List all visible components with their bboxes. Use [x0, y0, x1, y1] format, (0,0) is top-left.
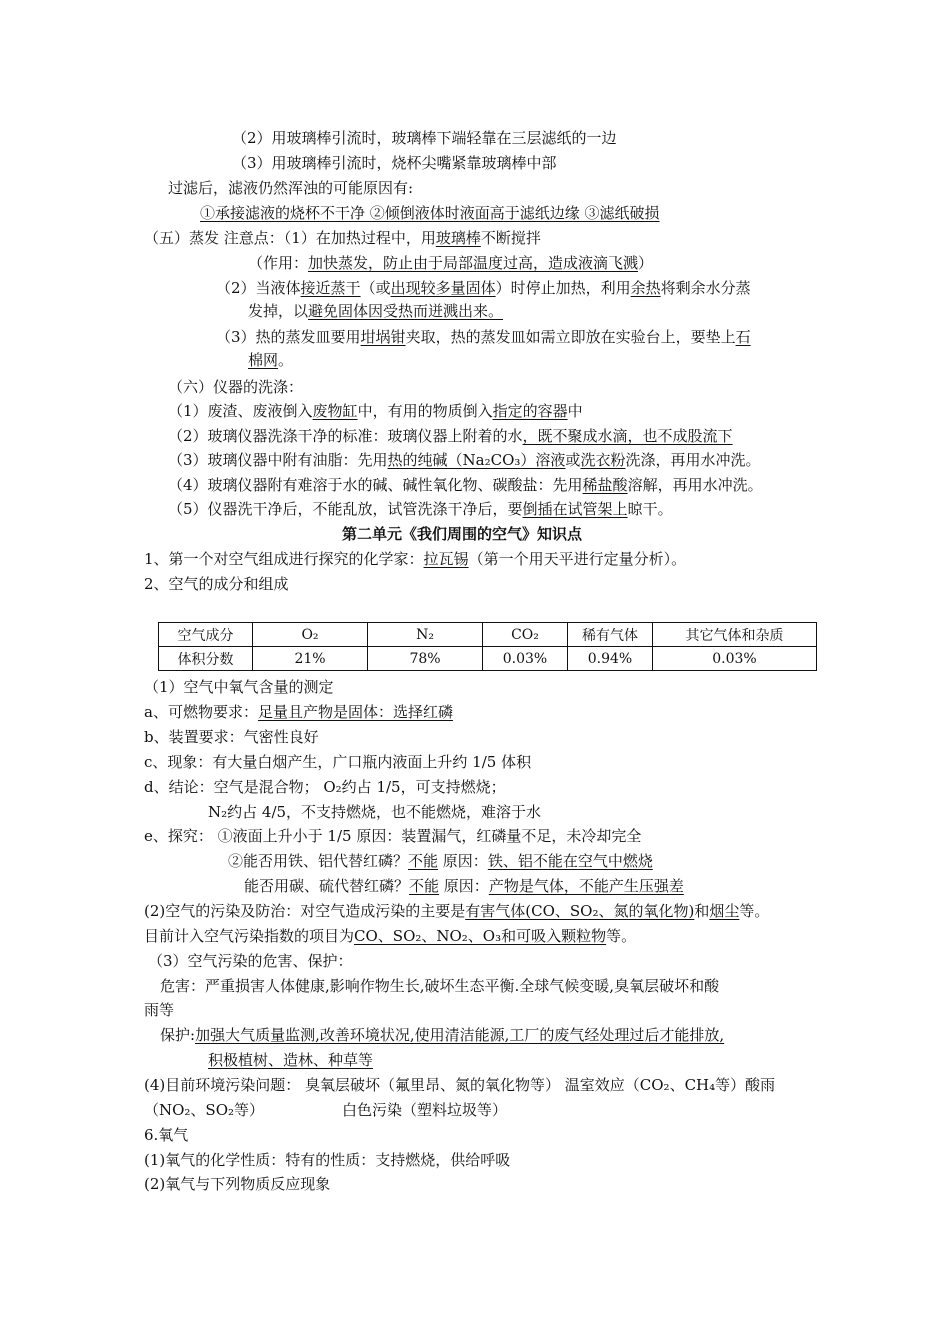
filter-note-2: （2）用玻璃棒引流时，玻璃棒下端轻靠在三层滤纸的一边 [232, 129, 617, 147]
washing-4 [168, 475, 763, 495]
washing-3 [168, 450, 760, 470]
pollution-harm-heading: （3）空气污染的危害、保护： [148, 952, 353, 970]
text: （5）仪器洗干净后，不能乱放，试管洗涤干净后，要 [168, 500, 523, 518]
table-cell: 体积分数 [159, 647, 253, 671]
turbid-reasons: ①承接滤液的烧杯不干净 ②倾倒液体时液面高于滤纸边缘 ③滤纸破损 [200, 204, 660, 222]
point-2: 2、空气的成分和组成 [144, 575, 289, 593]
evaporation-note-2-cont [248, 301, 503, 321]
table-cell: CO₂ [483, 623, 568, 647]
table-cell: 空气成分 [159, 623, 253, 647]
table-cell: 0.03% [653, 647, 817, 671]
pollution-protection [160, 1025, 724, 1045]
evaporation-purpose [248, 253, 653, 273]
air-composition-table [158, 622, 817, 671]
answer: ，既不聚成水滴，也不成股流下 [522, 427, 733, 445]
text: 或 [565, 451, 581, 469]
text: （2）当液体 [216, 279, 301, 297]
text: （或 [360, 279, 391, 297]
answer: 废物缸 [312, 402, 358, 420]
text: （4）玻璃仪器附有难溶于水的碱、碱性氧化物、碳酸盐：先用 [168, 476, 583, 494]
text: 溶解，再用水冲洗。 [627, 476, 763, 494]
text: （五）蒸发 注意点：（1）在加热过程中，用 [144, 229, 436, 247]
table-cell: 78% [368, 647, 483, 671]
text: 将剩余水分蒸 [660, 279, 751, 297]
table-cell: N₂ [368, 623, 483, 647]
answer: 有害气体(CO、SO₂、氮的氧化物) [465, 902, 695, 920]
turbid-reasons-intro: 过滤后，滤液仍然浑浊的可能原因有: [168, 179, 414, 197]
washing-5 [168, 499, 673, 519]
answer: 稀盐酸 [582, 476, 628, 494]
pollution-harm: 危害：严重损害人体健康,影响作物生长,破坏生态平衡.全球气候变暖,臭氧层破坏和酸 [160, 977, 720, 995]
answer: 不能 [409, 877, 440, 895]
answer: 坩埚钳 [360, 328, 406, 346]
table-cell: 其它气体和杂质 [653, 623, 817, 647]
item-e-3 [244, 876, 684, 896]
unit-heading: 第二单元《我们周围的空气》知识点 [342, 525, 583, 543]
answer: 出现较多量固体 [390, 279, 496, 297]
item-d-cont: N₂约占 4/5，不支持燃烧，也不能燃烧，难溶于水 [208, 803, 542, 821]
text: 发掉，以 [248, 302, 309, 320]
table-cell: 21% [253, 647, 368, 671]
text: ）时停止加热，利用 [495, 279, 631, 297]
washing-1 [168, 401, 583, 421]
evaporation-note-3 [216, 327, 751, 347]
text: 目前计入空气污染指数的项目为 [144, 927, 355, 945]
answer: 避免固体因受热而迸溅出来。 [308, 302, 504, 320]
text: 不断搅拌 [480, 229, 541, 247]
text: 保护: [160, 1026, 196, 1044]
item-d: d、结论：空气是混合物； O₂约占 1/5，可支持燃烧； [144, 778, 506, 796]
answer: 倒插在试管架上 [522, 500, 628, 518]
pollution-harm-cont: 雨等 [144, 1001, 175, 1019]
answer: 余热 [630, 279, 661, 297]
pollution-index [144, 926, 636, 946]
item-e: e、探究： ①液面上升小于 1/5 原因：装置漏气，红磷量不足，未冷却完全 [144, 827, 642, 845]
text: （1）废渣、废液倒入 [168, 402, 313, 420]
oxygen-reactions: (2)氧气与下列物质反应现象 [144, 1175, 331, 1193]
text: （3）玻璃仪器中附有油脂：先用 [168, 451, 388, 469]
text: ） [638, 254, 654, 272]
washing-heading: （六）仪器的洗涤： [168, 378, 304, 396]
oxygen-measure-heading: （1）空气中氧气含量的测定 [144, 678, 334, 696]
answer: 拉瓦锡 [423, 550, 469, 568]
answer: 接近蒸干 [300, 279, 361, 297]
text: （第一个用天平进行定量分析）。 [468, 550, 687, 568]
text: 晾干。 [627, 500, 673, 518]
answer: 烟尘 [709, 902, 740, 920]
washing-2 [168, 426, 733, 446]
answer: 加快蒸发，防止由于局部温度过高，造成液滴飞溅 [308, 254, 639, 272]
answer: 加强大气质量监测,改善环境状况,使用清洁能源,工厂的废气经处理过后才能排放, [195, 1026, 725, 1044]
text: a、可燃物要求： [144, 703, 258, 721]
text: 等。 [606, 927, 637, 945]
text: 能否用碳、硫代替红磷？ [244, 877, 410, 895]
table-cell: O₂ [253, 623, 368, 647]
text: 1、第一个对空气组成进行探究的化学家： [144, 550, 424, 568]
table-cell: 0.03% [483, 647, 568, 671]
text: （NO₂、SO₂等） [144, 1101, 265, 1119]
text: 夹取，热的蒸发皿如需立即放在实验台上，要垫上 [405, 328, 736, 346]
item-e-2 [228, 851, 653, 871]
item-c: c、现象：有大量白烟产生，广口瓶内液面上升约 1/5 体积 [144, 753, 532, 771]
oxygen-properties: (1)氧气的化学性质：特有的性质：支持燃烧，供给呼吸 [144, 1151, 511, 1169]
text: 原因： [439, 877, 489, 895]
answer: 产物是气体，不能产生压强差 [488, 877, 684, 895]
answer: 热的纯碱（Na₂CO₃）溶液 [387, 451, 566, 469]
text: 等。 [739, 902, 770, 920]
answer: 指定的容器 [492, 402, 568, 420]
answer: 洗衣粉 [580, 451, 626, 469]
text: （3）热的蒸发皿要用 [216, 328, 361, 346]
answer: 铁、铝不能在空气中燃烧 [487, 852, 653, 870]
oxygen-heading: 6.氧气 [144, 1126, 189, 1144]
text: 原因： [438, 852, 488, 870]
text: （作用： [248, 254, 309, 272]
text: ②能否用铁、铝代替红磷？ [228, 852, 409, 870]
table-cell: 0.94% [568, 647, 653, 671]
point-1 [144, 549, 686, 569]
text: 。 [278, 351, 294, 369]
text: （2）玻璃仪器洗涤干净的标准：玻璃仪器上附着的水 [168, 427, 523, 445]
filter-note-3: （3）用玻璃棒引流时，烧杯尖嘴紧靠玻璃棒中部 [232, 154, 557, 172]
evaporation-note-2 [216, 278, 751, 298]
text: 中，有用的物质倒入 [357, 402, 493, 420]
text: 洗涤，再用水冲洗。 [625, 451, 761, 469]
text: 中 [567, 402, 583, 420]
answer: 玻璃棒 [435, 229, 481, 247]
answer: 不能 [408, 852, 439, 870]
environment-issues: (4)目前环境污染问题： 臭氧层破坏（氟里昂、氮的氧化物等） 温室效应（CO₂、CH₄等）酸雨 [144, 1076, 776, 1094]
answer: 足量且产物是固体：选择红磷 [257, 703, 453, 721]
text: 白色污染（塑料垃圾等） [342, 1101, 508, 1119]
item-b: b、装置要求：气密性良好 [144, 728, 319, 746]
text: (2)空气的污染及防治：对空气造成污染的主要是 [144, 902, 466, 920]
item-a [144, 702, 453, 722]
pollution-protection-cont: 积极植树、造林、种草等 [208, 1051, 374, 1069]
evaporation-note-3-cont [248, 350, 293, 370]
evaporation-note-1 [144, 228, 541, 248]
table-row [159, 647, 817, 671]
text: 和 [694, 902, 710, 920]
table-header-row [159, 623, 817, 647]
table-cell: 稀有气体 [568, 623, 653, 647]
answer: 石 [735, 328, 751, 346]
answer: 棉网 [248, 351, 279, 369]
pollution-sources [144, 901, 769, 921]
answer: CO、SO₂、NO₂、O₃和可吸入颗粒物 [354, 927, 607, 945]
environment-issues-cont [144, 1100, 507, 1120]
